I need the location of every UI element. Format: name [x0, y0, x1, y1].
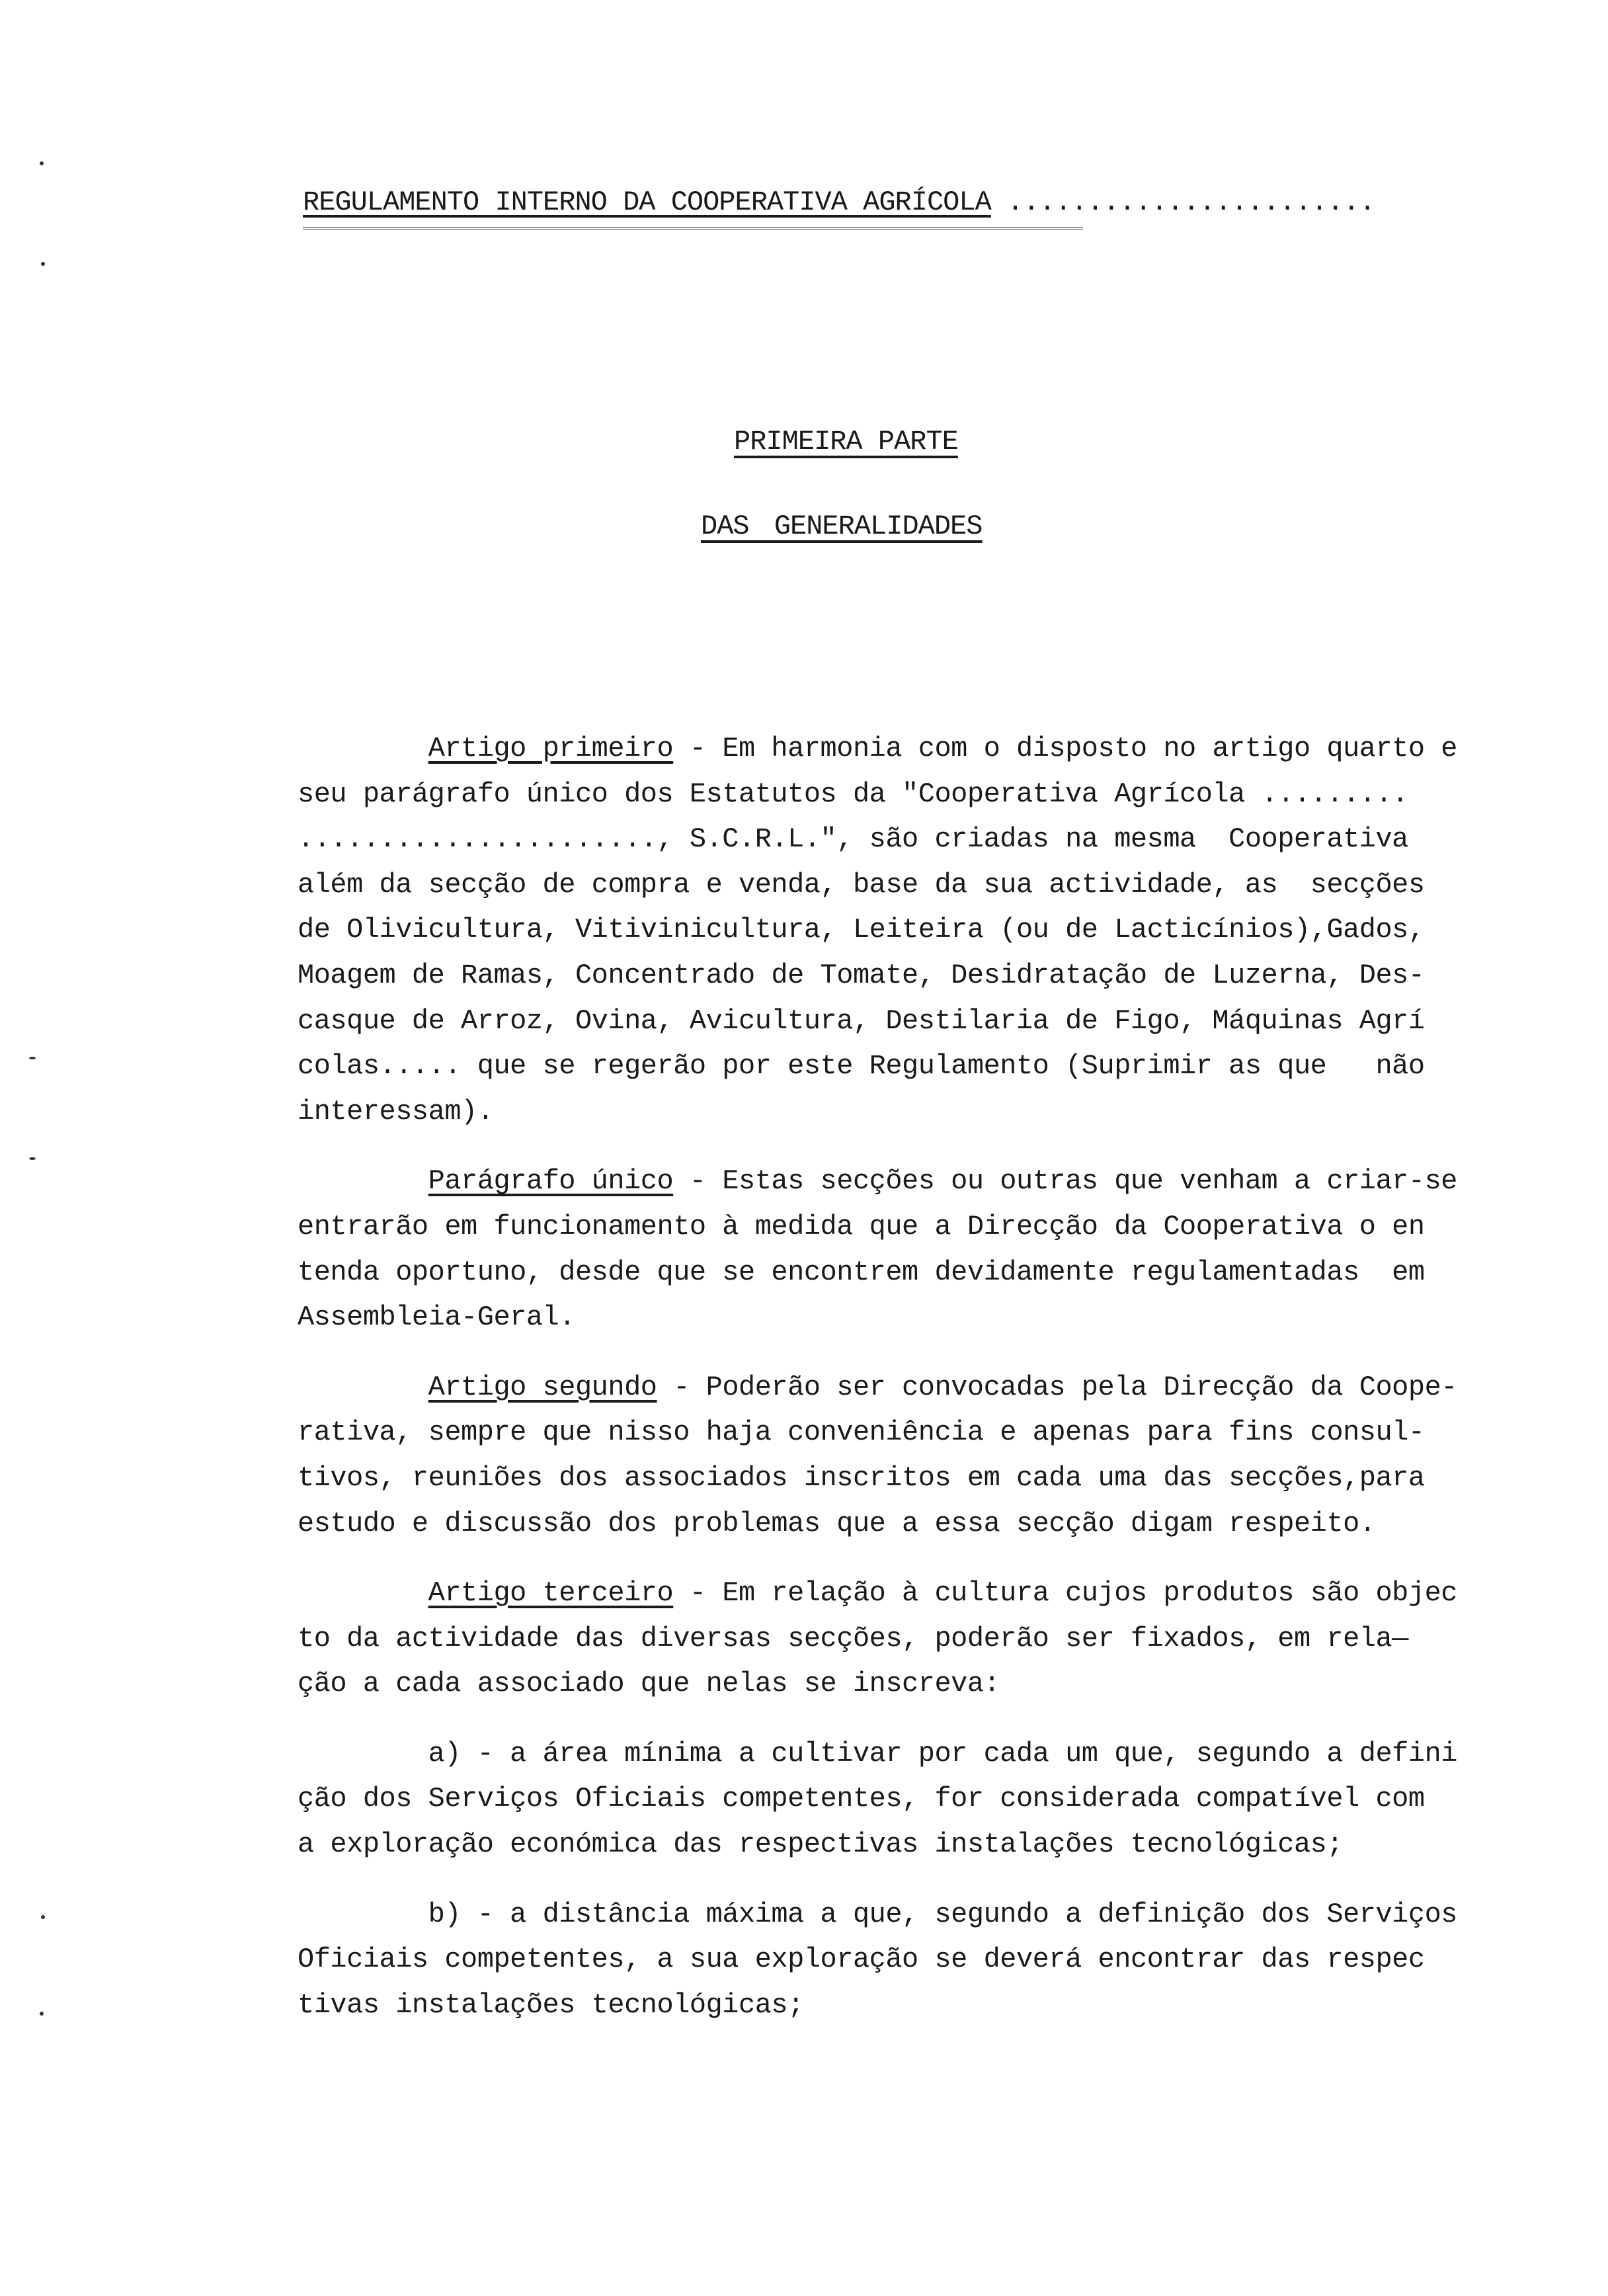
text-line: de Olivicultura, Vitivinicultura, Leiteira (ou de Lacticínios),Gados, [298, 914, 1425, 946]
text-line: - Em harmonia com o disposto no artigo quarto e [673, 733, 1457, 764]
text-line: interessam). [298, 1095, 494, 1128]
text-line: colas..... que se regerão por este Regulamento (Suprimir as que não [298, 1050, 1425, 1083]
scan-speck [40, 2012, 44, 2016]
text-line: ......................, S.C.R.L.", são criadas na mesma Cooperativa [298, 823, 1408, 856]
document-title [303, 186, 1375, 218]
article-1 [298, 726, 1541, 1134]
document-title-text: REGULAMENTO INTERNO DA COOPERATIVA AGRÍCOLA [303, 186, 991, 218]
clause-a [298, 1731, 1541, 1867]
text-line: seu parágrafo único dos Estatutos da "Cooperativa Agrícola ......... [298, 778, 1408, 810]
text-line: casque de Arroz, Ovina, Avicultura, Destilaria de Figo, Máquinas Agrí [298, 1004, 1425, 1037]
scan-speck [40, 161, 44, 165]
text-line: - Estas secções ou outras que venham a criar-se [673, 1165, 1457, 1198]
clause-b [298, 1892, 1541, 2028]
text-line: - Poderão ser convocadas pela Direcção da Coope- [657, 1371, 1458, 1403]
article-heading: Artigo segundo [428, 1371, 657, 1403]
scan-speck [29, 1157, 36, 1160]
text-line: ção dos Serviços Oficiais competentes, for considerada compatível com [298, 1783, 1425, 1815]
text-line: Oficiais competentes, a sua exploração se deverá encontrar das respec [298, 1944, 1425, 1976]
text-line: b) - a distância máxima a que, segundo a definição dos Serviços [428, 1898, 1457, 1930]
text-line: tivos, reuniões dos associados inscritos em cada uma das secções,para [298, 1461, 1425, 1494]
article-heading: Parágrafo único [428, 1165, 674, 1198]
text-line: - Em relação à cultura cujos produtos são objec [673, 1577, 1457, 1610]
section-heading: DAS GENERALIDADES [701, 511, 983, 542]
scan-speck [41, 262, 45, 266]
article-heading: Artigo primeiro [428, 733, 674, 764]
text-line: a exploração económica das respectivas instalações tecnológicas; [298, 1828, 1344, 1861]
article-2 [298, 1365, 1541, 1546]
text-line: além da secção de compra e venda, base da sua actividade, as secções [298, 868, 1425, 901]
text-line: estudo e discussão dos problemas que a essa secção digam respeito. [298, 1507, 1376, 1539]
text-line: Moagem de Ramas, Concentrado de Tomate, Desidratação de Luzerna, Des- [298, 959, 1425, 991]
part-heading: PRIMEIRA PARTE [734, 426, 958, 458]
paragraph-unico [298, 1159, 1541, 1340]
text-line: a) - a área mínima a cultivar por cada um que, segundo a defini [428, 1737, 1457, 1770]
article-3 [298, 1571, 1541, 1707]
title-double-rule [303, 227, 1083, 229]
text-line: tivas instalações tecnológicas; [298, 1988, 804, 2021]
text-line: Assembleia-Geral. [298, 1301, 575, 1334]
text-line: to da actividade das diversas secções, poderão ser fixados, em rela— [298, 1622, 1408, 1655]
scan-speck [29, 1057, 36, 1059]
text-line: tenda oportuno, desde que se encontrem devidamente regulamentadas em [298, 1256, 1425, 1288]
document-body [298, 726, 1541, 2052]
document-title-leader: ....................... [990, 186, 1375, 218]
text-line: ção a cada associado que nelas se inscreva: [298, 1668, 1000, 1700]
text-line: rativa, sempre que nisso haja conveniência e apenas para fins consul- [298, 1416, 1425, 1449]
scan-speck [41, 1915, 45, 1919]
article-heading: Artigo terceiro [428, 1577, 674, 1610]
text-line: entrarão em funcionamento à medida que a Direcção da Cooperativa o en [298, 1210, 1425, 1243]
